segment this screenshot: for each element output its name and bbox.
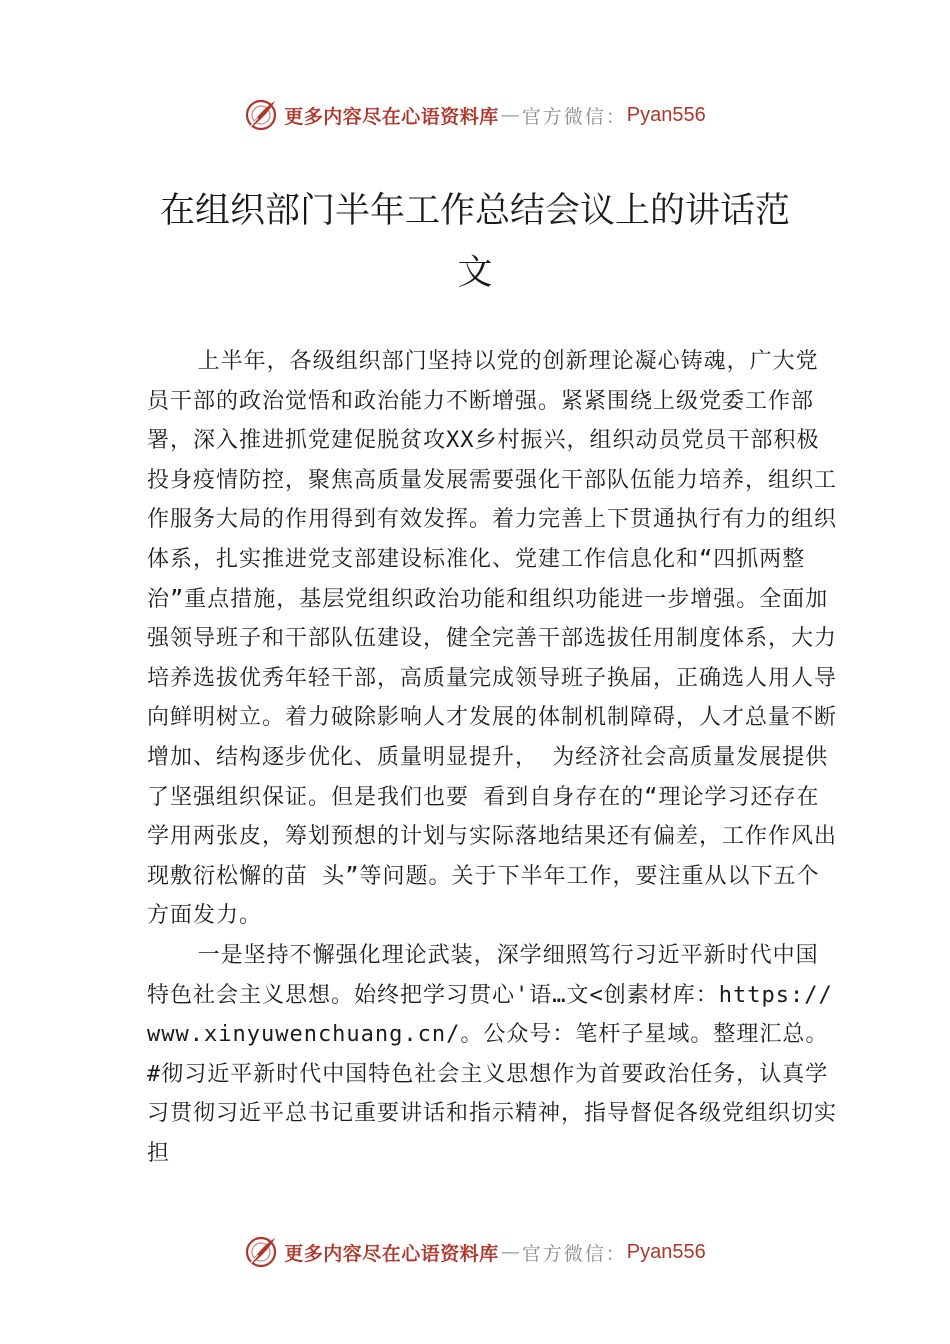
banner-wechat-label: 官方微信：	[521, 105, 627, 128]
body-paragraph: 一是坚持不懈强化理论武装，深学细照笃行习近平新时代中国特色社会主义思想。始终把学习贯心'语…文<创素材库：https://www.xinyuwenchuang.cn/。公众号：笔杆子星域。整理汇总。#彻习近平新时代中国特色社会主义思想作为首要政治任务，认真学习贯彻习近平总书记重要讲话和指示精神，指导督促各级党组织切实担	[147, 942, 838, 1166]
header-banner	[0, 95, 950, 135]
banner-wechat-id: Pyan556	[626, 1240, 706, 1263]
banner-dash: —	[500, 1241, 520, 1263]
banner-brand-text: 更多内容尽在心语资料库	[284, 1242, 499, 1265]
document-title: 在组织部门半年工作总结会议上的讲话范文	[159, 191, 790, 293]
quill-logo-icon	[244, 1235, 278, 1269]
quill-logo-icon	[244, 98, 278, 132]
body-paragraph: 上半年，各级组织部门坚持以党的创新理论凝心铸魂，广大党员干部的政治觉悟和政治能力不断增强。紧紧围绕上级党委工作部署，深入推进抓党建促脱贫攻XX乡村振兴，组织动员党员干部积极投身疫情防控，聚焦高质量发展需要强化干部队伍能力培养，组织工作服务大局的作用得到有效发挥。着力完善上下贯通执行有力的组织体系，扎实推进党支部建设标准化、党建工作信息化和“四抓两整治”重点措施，基层党组织政治功能和组织功能进一步增强。全面加强领导班子和干部队伍建设，健全完善干部选拔任用制度体系，大力培养选拔优秀年轻干部，高质量完成领导班子换届，正确选人用人导向鲜明树立。着力破除影响人才发展的体制机制障碍，人才总量不断增加、结构逐步优化、质量明显提升， 为经济社会高质量发展提供了坚强组织保证。但是我们也要 看到自身存在的“理论学习还存在学用两张皮，筹划预想的计划与实际落地结果还有偏差，工作作风出现敷衍松懈的苗 头”等问题。关于下半年工作，要注重从以下五个方面发力。	[147, 349, 838, 929]
banner-wechat-id: Pyan556	[626, 103, 706, 126]
footer-banner	[0, 1232, 950, 1272]
banner-brand-text: 更多内容尽在心语资料库	[284, 105, 499, 128]
document-body	[147, 342, 837, 1173]
banner-dash: —	[500, 104, 520, 126]
banner-wechat-label: 官方微信：	[521, 1242, 627, 1265]
